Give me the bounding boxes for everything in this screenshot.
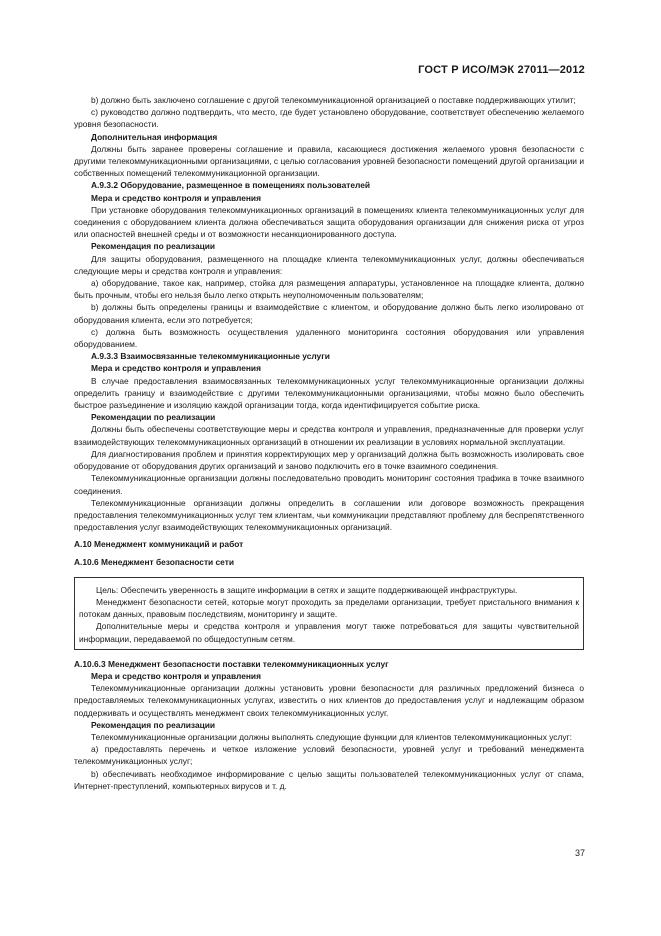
subheading-control: Мера и средство контроля и управления [91, 363, 261, 374]
paragraph: При установке оборудования телекоммуникационных организаций в помещениях клиента телекоммуникационных услуг для соединения с оборудованием клиента должна обеспечиваться защита оборудования организации для снижения риска от угроз или опасностей внешней среды и от возможности несанкционированного доступа. [74, 204, 584, 240]
section-heading-a932: A.9.3.2 Оборудование, размещенное в помещениях пользователей [91, 180, 371, 191]
box-paragraph: Менеджмент безопасности сетей, которые могут проходить за пределами организации, требует пристального внимания к потокам данных, правовым последствиям, мониторингу и защите. [79, 596, 579, 620]
paragraph: Для диагностирования проблем и принятия корректирующих мер у организаций должна быть возможность изолировать свое оборудование от оборудования других организаций и заново подключить его в точке взаимного соединения. [74, 448, 584, 472]
subheading-recommendations: Рекомендации по реализации [91, 412, 216, 423]
section-heading-a10: A.10 Менеджмент коммуникаций и работ [74, 539, 244, 550]
paragraph: Должны быть заранее проверены соглашение и правила, касающиеся достижения желаемого уровня безопасности с другими телекоммуникационными организациями, с целью согласования уровней безопасности помещений другой организации и собственных помещений телекоммуникационной организации. [74, 143, 584, 179]
subheading-recommendation: Рекомендация по реализации [91, 241, 216, 252]
paragraph: Телекоммуникационные организации должны определить в соглашении или договоре возможность прекращения предоставления телекоммуникационных услуг тем клиентам, чьи коммуникации представляют проблему для беспрепятственного предоставления услуг взаимодействующих телекоммуникационных организаций. [74, 497, 584, 533]
list-item-a: а) предоставлять перечень и четкое изложение условий безопасности, уровней услуг и требований менеджмента телекоммуникационных услуг; [74, 744, 584, 767]
box-paragraph: Дополнительные меры и средства контроля и управления могут также потребоваться для защиты чувствительной информации, передаваемой по общедоступным сетям. [79, 621, 579, 644]
page-number: 37 [574, 848, 585, 858]
subheading-additional-info: Дополнительная информация [91, 131, 218, 142]
section-heading-a106: A.10.6 Менеджмент безопасности сети [74, 556, 234, 567]
paragraph: Телекоммуникационные организации должны последовательно проводить мониторинг состояния трафика в точке взаимного соединения. [74, 473, 584, 496]
list-item-b: b) обеспечивать необходимое информирование с целью защиты пользователей телекоммуникационных услуг от спама, Интернет-преступлений, компьютерных вирусов и т. д. [74, 768, 584, 791]
subheading-control: Мера и средство контроля и управления [91, 670, 261, 681]
paragraph: Телекоммуникационные организации должны установить уровни безопасности для различных предложений бизнеса о предоставляемых телекоммуникационных услугах, известить о них клиентов до предоставления услуг и надлежащим образом поддерживать и осуществлять менеджмент своих телекоммуникационных услуг. [74, 683, 584, 718]
list-item-c: c) руководство должно подтвердить, что место, где будет установлено оборудование, соответствует обеспечению желаемого уровня безопасности. [74, 107, 584, 130]
section-heading-a1063: A.10.6.3 Менеджмент безопасности поставки телекоммуникационных услуг [74, 658, 389, 669]
paragraph: Телекоммуникационные организации должны выполнять следующие функции для клиентов телекоммуникационных услуг: [91, 731, 572, 742]
paragraph: В случае предоставления взаимосвязанных телекоммуникационных услуг телекоммуникационные организации должны определить границу и взаимодействие с другими телекоммуникационными организациями, чтобы можно было обеспечить быстрое разъединение и изоляцию каждой организации тогда, когда идентифицируется событие риска. [74, 375, 584, 411]
paragraph: Для защиты оборудования, размещенного на площадке клиента телекоммуникационных услуг, должны обеспечиваться следующие меры и средства контроля и управления: [74, 253, 584, 276]
list-item-a: а) оборудование, такое как, например, стойка для размещения аппаратуры, установленное на площадке клиента, должно быть прочным, чтобы его нельзя было легко открыть неуполномоченным пользователям; [74, 278, 584, 301]
objective-text: Цель: Обеспечить уверенность в защите информации в сетях и защите поддерживающей инфраструктуры. [96, 584, 518, 595]
section-heading-a933: A.9.3.3 Взаимосвязанные телекоммуникационные услуги [91, 351, 330, 362]
paragraph: Должны быть обеспечены соответствующие меры и средства контроля и управления, предназначенные для проверки услуг взаимодействующих телекоммуникационных организаций в отношении их реализации в условиях нормальной эксплуатации. [74, 424, 584, 447]
subheading-control: Мера и средство контроля и управления [91, 192, 261, 203]
list-item-c: c) должна быть возможность осуществления удаленного мониторинга состояния оборудования или управления оборудованием. [74, 326, 584, 350]
list-item-b: b) должно быть заключено соглашение с другой телекоммуникационной организацией о поставке поддерживающих утилит; [91, 95, 576, 105]
list-item-b: b) должны быть определены границы и взаимодействие с клиентом, и оборудование должно быть легко изолировано от оборудования клиента, если это потребуется; [74, 302, 584, 325]
document-body [74, 94, 584, 792]
document-header: ГОСТ Р ИСО/МЭК 27011—2012 [418, 64, 585, 76]
subheading-recommendation: Рекомендация по реализации [91, 719, 216, 730]
objective-box [74, 577, 584, 650]
